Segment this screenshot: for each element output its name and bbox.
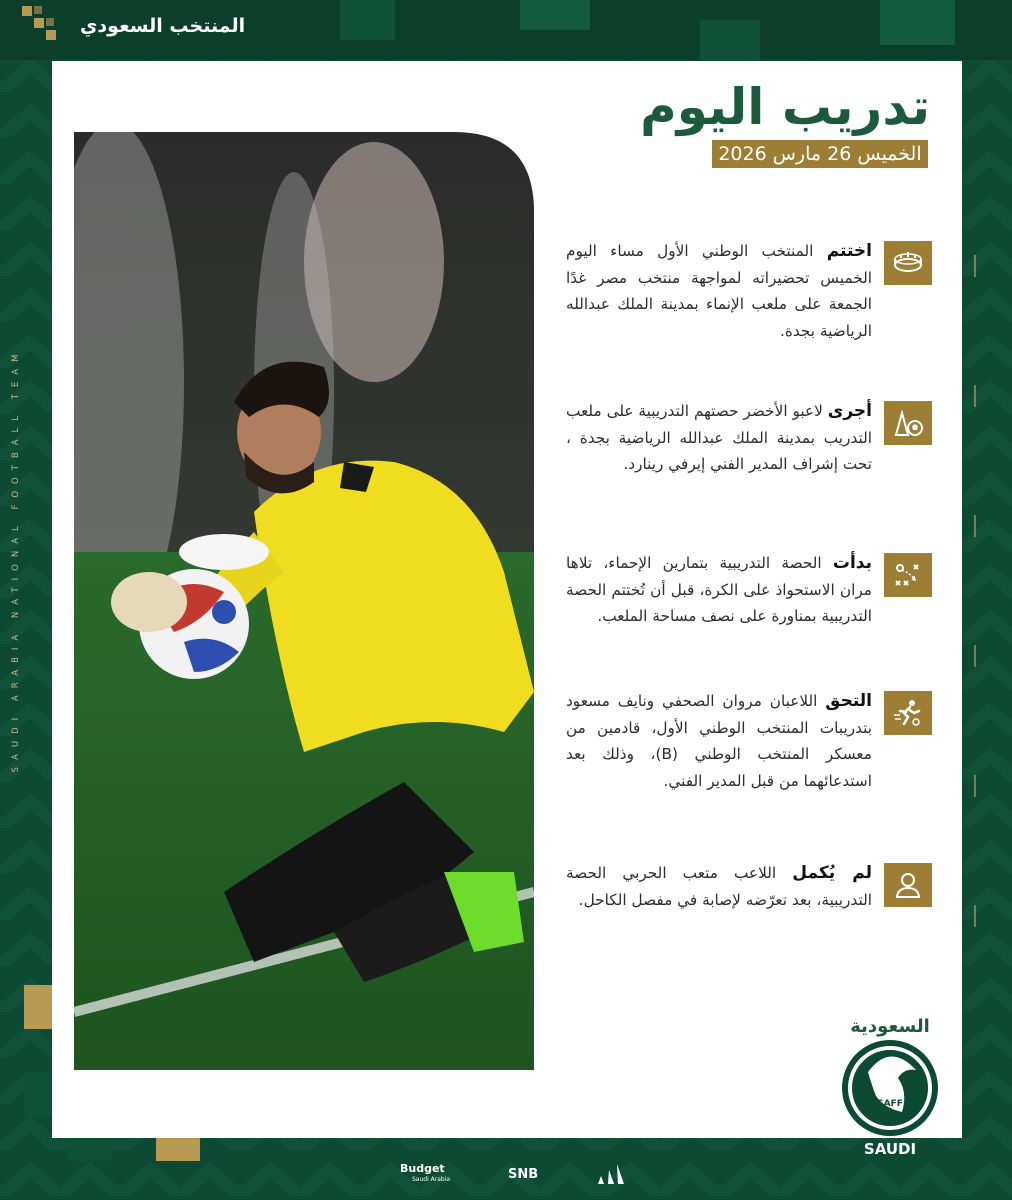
news-item-text: لم يُكمل اللاعب متعب الحربي الحصة التدريبية، بعد تعرّضه لإصابة في مفصل الكاحل.: [566, 863, 872, 909]
saff-logo-badge: SAFF: [877, 1099, 903, 1109]
brand-name: المنتخب السعودي: [80, 15, 246, 37]
tactics-board-icon: [884, 553, 932, 597]
running-player-icon: [884, 691, 932, 735]
brand-logo-icon: [22, 6, 68, 46]
news-item-2: [564, 398, 932, 558]
saff-logo-arabic: السعودية: [850, 1016, 930, 1037]
date-badge: الخميس 26 مارس 2026: [712, 140, 928, 168]
right-side-decoration: [974, 255, 986, 927]
news-item-text: بدأت الحصة التدريبية بتمارين الإحماء، تلاها مران الاستحواذ على الكرة، قبل أن تُختتم الحصة التدريبية بمناورة على نصف مساحة الملعب.: [566, 553, 872, 625]
saff-logo-latin: SAUDI: [863, 1140, 917, 1158]
news-item-3: [564, 550, 932, 710]
sponsor-snb: SNB: [507, 1166, 539, 1182]
brand-header: [22, 6, 245, 46]
stadium-icon: [884, 241, 932, 285]
news-item-5: [564, 860, 932, 1020]
sponsor-budget: Budget Saudi Arabia: [400, 1162, 451, 1183]
news-item-4: [564, 688, 932, 848]
adidas-logo-icon: [596, 1162, 630, 1186]
training-cone-ball-icon: [884, 401, 932, 445]
sponsors-bar: [400, 1158, 630, 1190]
person-icon: [884, 863, 932, 907]
news-item-text: التحق اللاعبان مروان الصحفي ونايف مسعود بتدريبات المنتخب الوطني الأول، قادمين من معسكر المنتخب الوطني (B)، وذلك بعد استدعائهما من قبل المدير الفني.: [566, 691, 872, 790]
news-item-text: أجرى لاعبو الأخضر حصتهم التدريبية على ملعب التدريب بمدينة الملك عبدالله الرياضية بجدة ، تحت إشراف المدير الفني إيرفي رينارد.: [566, 401, 872, 473]
news-item-1: [564, 238, 932, 398]
news-item-text: اختتم المنتخب الوطني الأول مساء اليوم الخميس تحضيراته لمواجهة منتخب مصر غدًا الجمعة على ملعب الإنماء بمدينة الملك عبدالله الرياضية بجدة.: [566, 241, 872, 340]
page-title: تدريب اليوم: [640, 78, 930, 136]
saff-logo: [838, 1012, 942, 1172]
goalkeeper-photo: [74, 132, 534, 1070]
side-vertical-text: SAUDI ARABIA NATIONAL FOOTBALL TEAM: [11, 347, 21, 773]
